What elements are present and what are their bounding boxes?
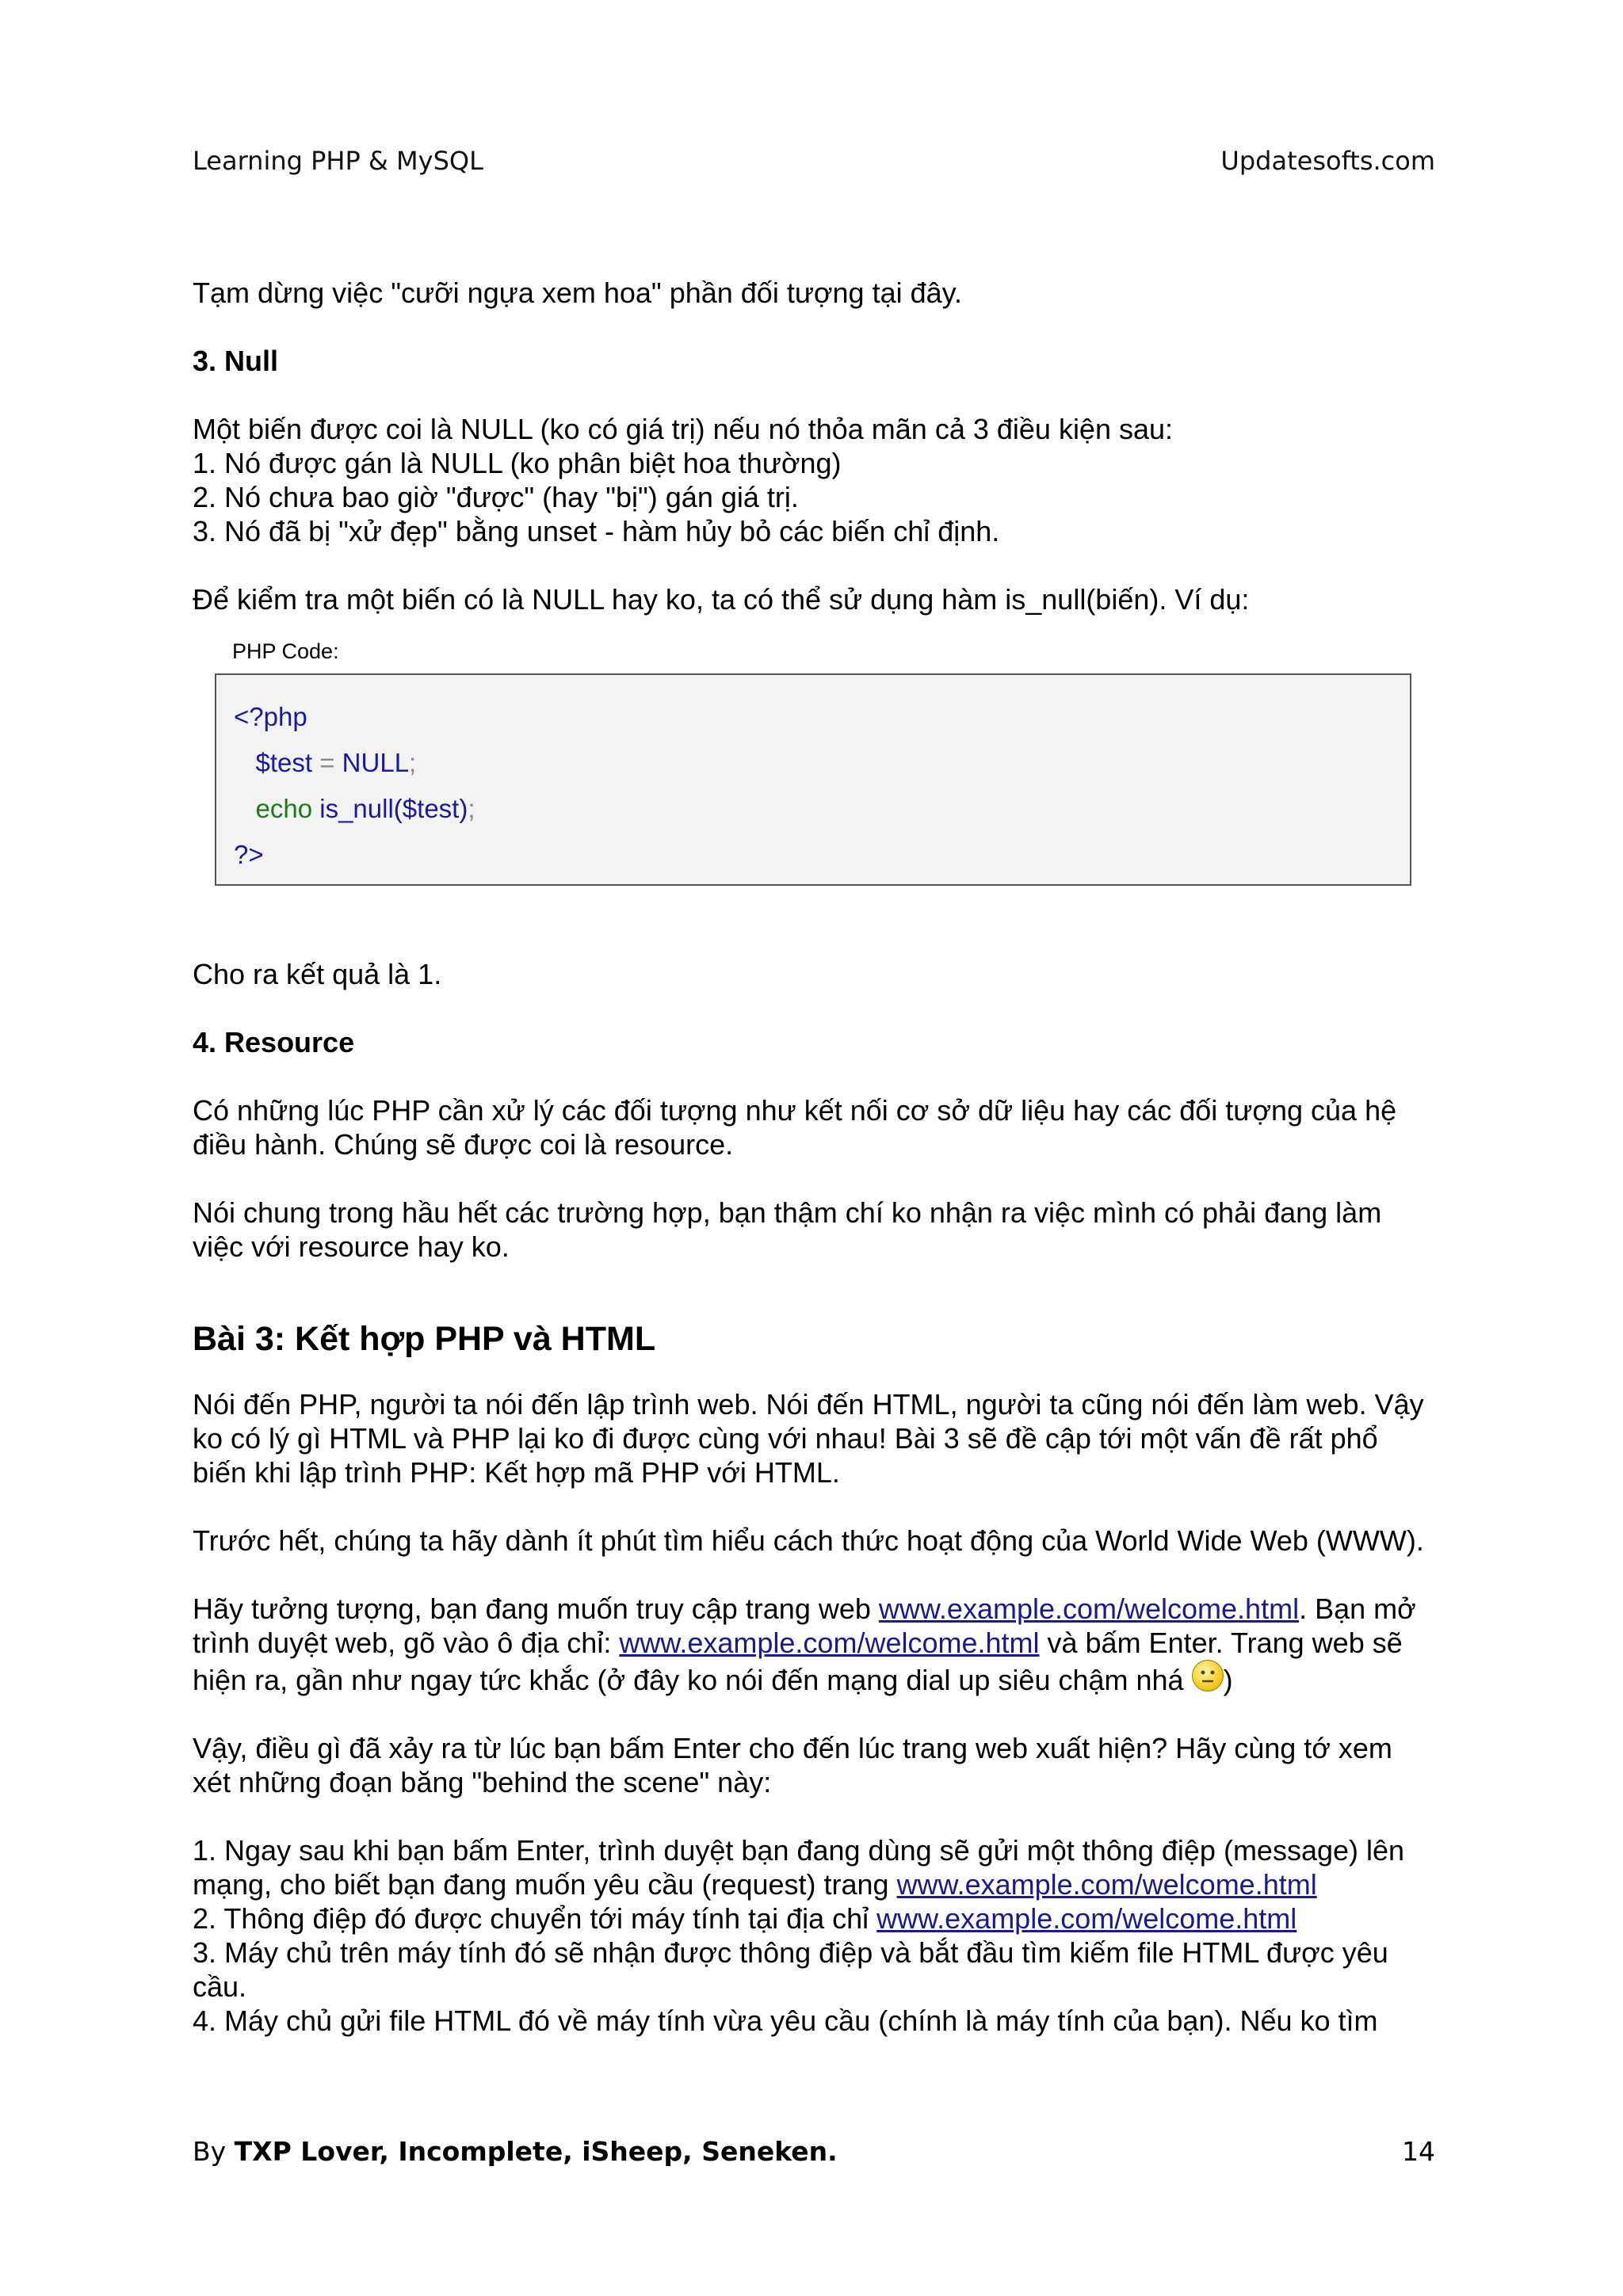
resource-paragraph: Có những lúc PHP cần xử lý các đối tượng như kết nối cơ sở dữ liệu hay các đối tượng của hệ điều hành. Chúng sẽ được coi là resource. bbox=[193, 1094, 1397, 1161]
section-heading-resource: 4. Resource bbox=[193, 1026, 355, 1058]
example-link[interactable]: www.example.com/welcome.html bbox=[876, 1902, 1297, 1935]
code-label: PHP Code: bbox=[232, 639, 339, 663]
lesson-paragraph-links: Hãy tưởng tượng, bạn đang muốn truy cập trang web www.example.com/welcome.html. Bạn mở trình duyệt web, gõ vào ô địa chỉ: www.example.com/welcome.html và bấm Enter. Trang web sẽ hiện ra, gần như ngay tức khắc (ở đây ko nói đến mạng dial up siêu chậm nhá ) bbox=[193, 1592, 1416, 1696]
lesson-paragraph: Trước hết, chúng ta hãy dành ít phút tìm hiểu cách thức hoạt động của World Wide Web (WWW). bbox=[193, 1524, 1424, 1557]
lesson-title: Bài 3: Kết hợp PHP và HTML bbox=[193, 1320, 656, 1358]
footer-authors: By TXP Lover, Incomplete, iSheep, Seneken. bbox=[193, 2136, 838, 2167]
null-list-item: 3. Nó đã bị "xử đẹp" bằng unset - hàm hủy bỏ các biến chỉ định. bbox=[193, 515, 1000, 547]
is-null-paragraph: Để kiểm tra một biến có là NULL hay ko, ta có thể sử dụng hàm is_null(biến). Ví dụ: bbox=[193, 583, 1250, 616]
null-list-item: 1. Nó được gán là NULL (ko phân biệt hoa thường) bbox=[193, 447, 842, 479]
step-item: 3. Máy chủ trên máy tính đó sẽ nhận được thông điệp và bắt đầu tìm kiếm file HTML được yêu cầu. bbox=[193, 1936, 1388, 2003]
step-item: 1. Ngay sau khi bạn bấm Enter, trình duyệt bạn đang dùng sẽ gửi một thông điệp (message) lên mạng, cho biết bạn đang muốn yêu cầu (request) trang www.example.com/welcome.html bbox=[193, 1834, 1405, 1901]
step-item: 2. Thông điệp đó được chuyển tới máy tính tại địa chỉ www.example.com/welcome.html bbox=[193, 1902, 1297, 1935]
header-site: Updatesofts.com bbox=[1220, 146, 1435, 176]
result-paragraph: Cho ra kết quả là 1. bbox=[193, 958, 442, 990]
code-line: <?php bbox=[234, 702, 307, 731]
intro-paragraph: Tạm dừng việc "cưỡi ngựa xem hoa" phần đối tượng tại đây. bbox=[193, 277, 962, 309]
page-content bbox=[193, 276, 1435, 2038]
page-footer bbox=[193, 2136, 1435, 2167]
section-heading-null: 3. Null bbox=[193, 345, 279, 377]
lesson-paragraph: Vậy, điều gì đã xảy ra từ lúc bạn bấm Enter cho đến lúc trang web xuất hiện? Hãy cùng tớ xem xét những đoạn băng "behind the scene" này: bbox=[193, 1732, 1392, 1798]
example-link[interactable]: www.example.com/welcome.html bbox=[619, 1627, 1040, 1659]
code-line: $test = NULL; bbox=[255, 748, 417, 777]
page-header bbox=[193, 146, 1435, 176]
smiley-icon bbox=[1192, 1660, 1224, 1691]
example-link[interactable]: www.example.com/welcome.html bbox=[878, 1592, 1300, 1625]
code-line: ?> bbox=[234, 840, 264, 869]
header-title: Learning PHP & MySQL bbox=[193, 146, 483, 176]
null-list-item: 2. Nó chưa bao giờ "được" (hay "bị") gán giá trị. bbox=[193, 481, 799, 513]
example-link[interactable]: www.example.com/welcome.html bbox=[896, 1868, 1317, 1901]
code-block bbox=[215, 673, 1411, 886]
code-line: echo is_null($test); bbox=[255, 794, 475, 823]
null-paragraph: Một biến được coi là NULL (ko có giá trị) nếu nó thỏa mãn cả 3 điều kiện sau: bbox=[193, 413, 1174, 445]
step-item: 4. Máy chủ gửi file HTML đó về máy tính vừa yêu cầu (chính là máy tính của bạn). Nếu ko tìm bbox=[193, 2004, 1378, 2037]
resource-paragraph: Nói chung trong hầu hết các trường hợp, bạn thậm chí ko nhận ra việc mình có phải đang làm việc với resource hay ko. bbox=[193, 1196, 1382, 1263]
page-number: 14 bbox=[1402, 2136, 1435, 2167]
lesson-paragraph: Nói đến PHP, người ta nói đến lập trình web. Nói đến HTML, người ta cũng nói đến làm web. Vậy ko có lý gì HTML và PHP lại ko đi được cùng với nhau! Bài 3 sẽ đề cập tới một vấn đề rất phổ biến khi lập trình PHP: Kết hợp mã PHP với HTML. bbox=[193, 1388, 1424, 1489]
